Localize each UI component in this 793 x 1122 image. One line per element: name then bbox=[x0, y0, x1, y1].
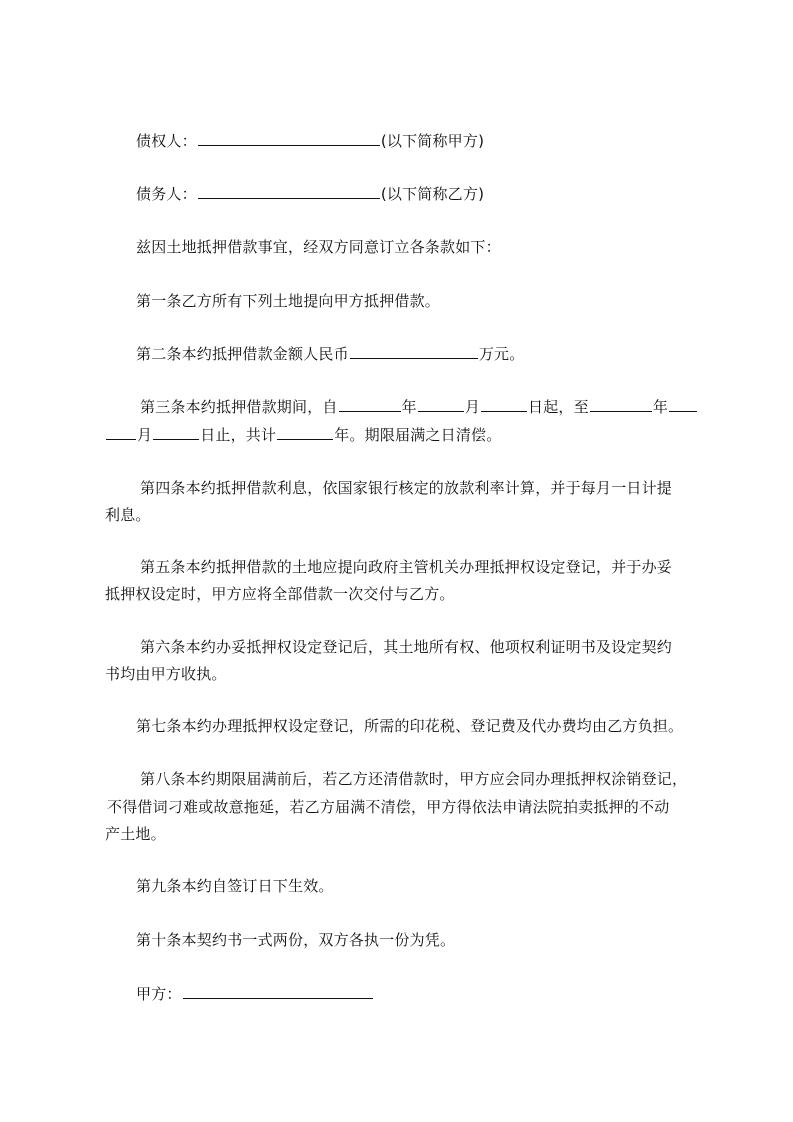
article-9 bbox=[0, 876, 793, 896]
intro-text: 兹因土地抵押借款事宜，经双方同意订立各条款如下： bbox=[136, 238, 501, 256]
article-3-end-text: 年。期限届满之日清偿。 bbox=[334, 426, 502, 444]
article-2-suffix: 万元。 bbox=[478, 345, 525, 363]
article-3-prefix: 第三条本约抵押借款期间，自 bbox=[140, 398, 338, 416]
debtor-line bbox=[0, 184, 793, 204]
article-10-text: 第十条本契约书一式两份，双方各执一份为凭。 bbox=[136, 931, 456, 949]
start-day-blank[interactable] bbox=[481, 397, 527, 412]
article-8-line-3 bbox=[0, 824, 793, 844]
article-3-line-1 bbox=[0, 397, 793, 417]
article-3-end-year-label: 年 bbox=[652, 398, 669, 416]
article-5-line-1 bbox=[0, 557, 793, 577]
creditor-blank[interactable] bbox=[198, 131, 380, 146]
article-6-text-1: 第六条本约办妥抵押权设定登记后，其土地所有权、他项权利证明书及设定契约 bbox=[140, 638, 673, 656]
article-8-text-3: 产土地。 bbox=[105, 825, 166, 843]
term-years-blank[interactable] bbox=[277, 425, 333, 440]
end-year-blank[interactable] bbox=[590, 397, 652, 412]
article-4-line-1 bbox=[0, 478, 793, 498]
article-2-prefix: 第二条本约抵押借款金额人民币 bbox=[136, 345, 349, 363]
debtor-blank[interactable] bbox=[198, 184, 380, 199]
article-3-line-2 bbox=[0, 425, 793, 445]
creditor-suffix: (以下简称甲方) bbox=[380, 132, 485, 150]
article-8-line-2 bbox=[0, 797, 793, 817]
article-3-month-label: 月 bbox=[464, 398, 481, 416]
end-day-blank[interactable] bbox=[153, 425, 199, 440]
article-3-day-start-label: 日起，至 bbox=[528, 398, 589, 416]
article-4-text-1: 第四条本约抵押借款利息，依国家银行核定的放款利率计算，并于每月一日计提 bbox=[140, 479, 673, 497]
article-8-text-1: 第八条本约期限届满前后，若乙方还清借款时，甲方应会同办理抵押权涂销登记， bbox=[140, 770, 688, 788]
creditor-line bbox=[0, 131, 793, 151]
intro-paragraph bbox=[0, 237, 793, 257]
article-5-text-2: 抵押权设定时，甲方应将全部借款一次交付与乙方。 bbox=[105, 585, 455, 603]
article-6-line-1 bbox=[0, 637, 793, 657]
start-month-blank[interactable] bbox=[418, 397, 464, 412]
article-1-text: 第一条乙方所有下列土地提向甲方抵押借款。 bbox=[136, 292, 441, 310]
end-month-blank-part1[interactable] bbox=[669, 397, 697, 412]
article-7-text: 第七条本约办理抵押权设定登记，所需的印花税、登记费及代办费均由乙方负担。 bbox=[136, 717, 684, 735]
article-2 bbox=[0, 344, 793, 364]
article-5-line-2 bbox=[0, 584, 793, 604]
article-3-year-label: 年 bbox=[401, 398, 417, 416]
loan-amount-blank[interactable] bbox=[350, 344, 478, 359]
article-8-line-1 bbox=[0, 769, 793, 789]
article-10 bbox=[0, 930, 793, 950]
article-6-line-2 bbox=[0, 664, 793, 684]
article-9-text: 第九条本约自签订日下生效。 bbox=[136, 877, 334, 895]
party-a-signature-line bbox=[0, 984, 793, 1004]
start-year-blank[interactable] bbox=[339, 397, 401, 412]
article-6-text-2: 书均由甲方收执。 bbox=[105, 665, 227, 683]
article-8-text-2: 不得借词刁难或故意拖延，若乙方届满不清偿，甲方得依法申请法院拍卖抵押的不动 bbox=[107, 798, 670, 816]
end-month-blank-part2[interactable] bbox=[106, 425, 136, 440]
article-3-day-end-label: 日止，共计 bbox=[200, 426, 277, 444]
article-7 bbox=[0, 716, 793, 736]
article-4-text-2: 利息。 bbox=[105, 506, 151, 524]
party-a-label: 甲方： bbox=[136, 985, 182, 1003]
article-1 bbox=[0, 291, 793, 311]
article-3-end-month-label: 月 bbox=[137, 426, 153, 444]
creditor-label: 债权人： bbox=[136, 132, 197, 150]
debtor-suffix: (以下简称乙方) bbox=[380, 185, 485, 203]
article-5-text-1: 第五条本约抵押借款的土地应提向政府主管机关办理抵押权设定登记，并于办妥 bbox=[140, 558, 673, 576]
debtor-label: 债务人： bbox=[136, 185, 197, 203]
article-4-line-2 bbox=[0, 505, 793, 525]
party-a-blank[interactable] bbox=[183, 984, 373, 999]
